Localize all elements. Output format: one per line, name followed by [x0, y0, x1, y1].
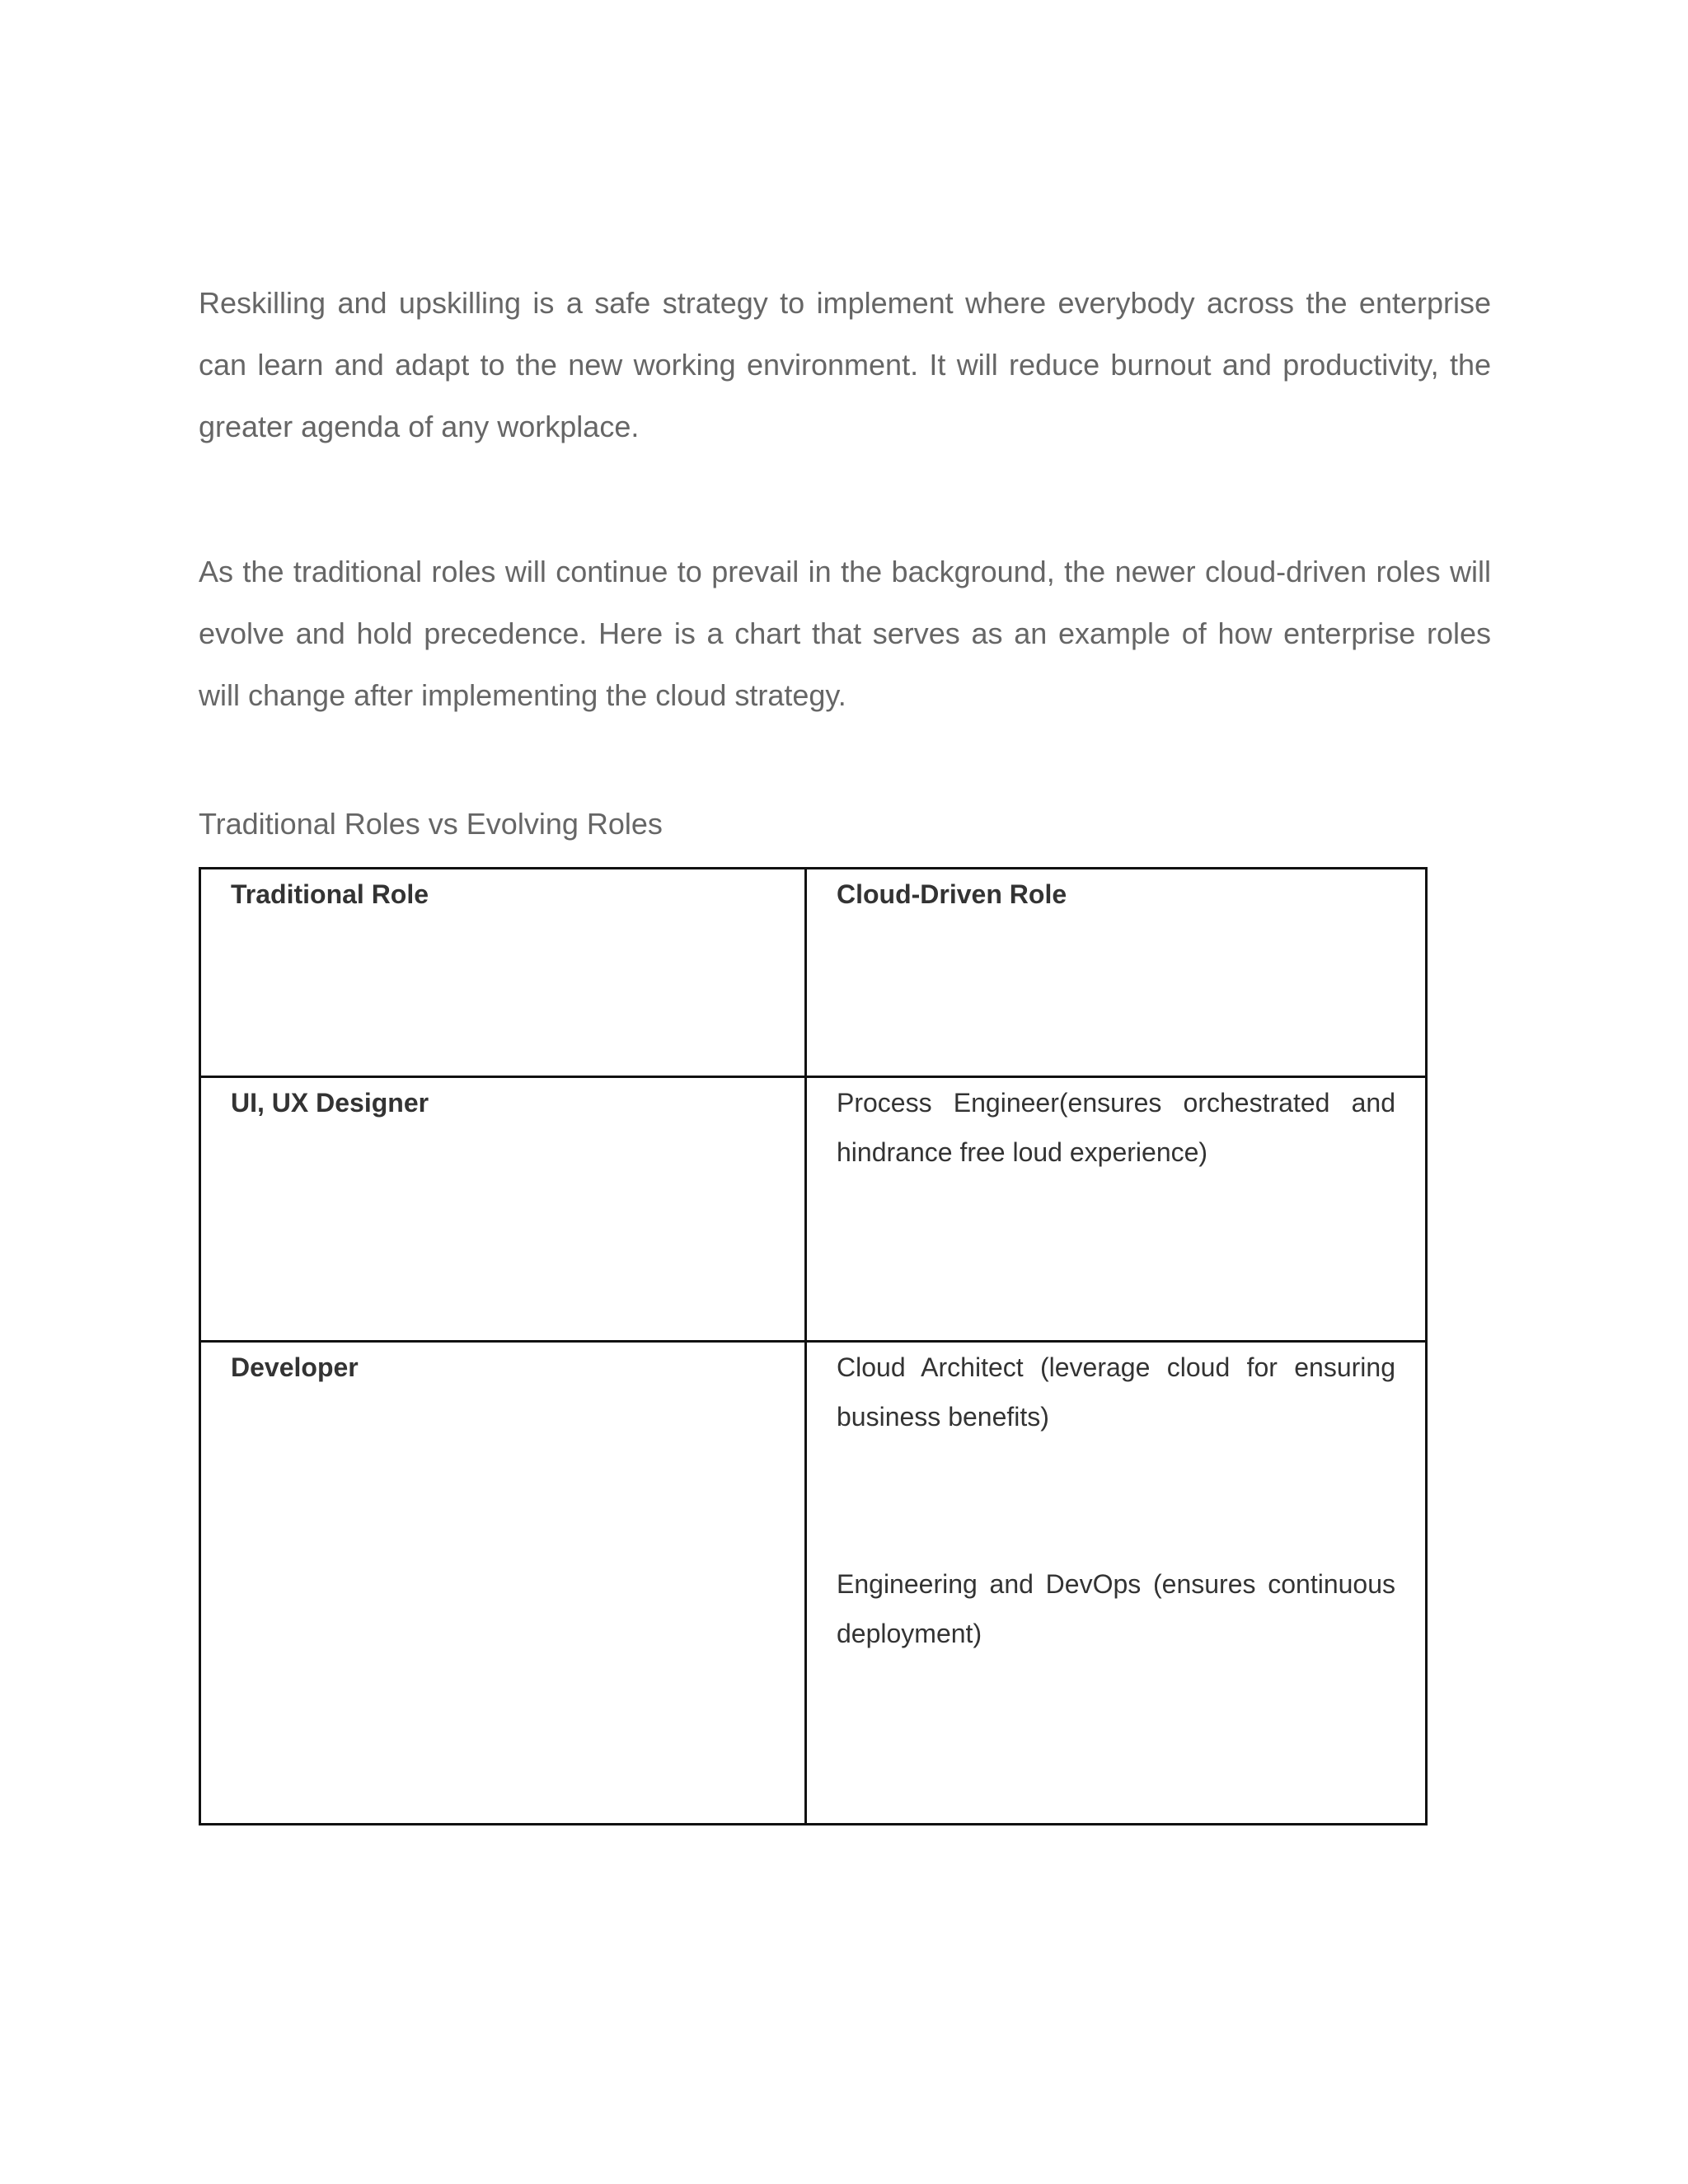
role-process-engineer: Process Engineer(ensures orchestrated and hindrance free loud experience) [837, 1088, 1395, 1167]
document-body [199, 272, 1491, 1825]
table-header-row [200, 869, 1427, 1077]
cell-traditional-ux [200, 1077, 806, 1342]
paragraph-reskilling: Reskilling and upskilling is a safe strategy to implement where everybody across the enterprise can learn and adapt to the new working environment. It will reduce burnout and productivity, the greater agenda of any workplace. [199, 286, 1491, 443]
cell-cloud-developer [806, 1342, 1427, 1825]
table-row [200, 1077, 1427, 1342]
table-row [200, 1342, 1427, 1825]
roles-table [199, 867, 1428, 1825]
role-cloud-architect: Cloud Architect (leverage cloud for ensuring business benefits) [837, 1352, 1395, 1432]
header-cloud-driven-role: Cloud-Driven Role [837, 879, 1067, 909]
header-cell-cloud [806, 869, 1427, 1077]
cell-cloud-ux [806, 1077, 1427, 1342]
header-cell-traditional [200, 869, 806, 1077]
cell-spacer [837, 1441, 1395, 1559]
cell-traditional-developer [200, 1342, 806, 1825]
table-caption: Traditional Roles vs Evolving Roles [199, 807, 663, 841]
role-ux-designer: UI, UX Designer [231, 1088, 429, 1118]
header-traditional-role: Traditional Role [231, 879, 429, 909]
role-developer: Developer [231, 1352, 359, 1382]
role-engineering-devops: Engineering and DevOps (ensures continuous deployment) [837, 1569, 1395, 1648]
paragraph-traditional-roles: As the traditional roles will continue to prevail in the background, the newer cloud-driven roles will evolve and hold precedence. Here is a chart that serves as an example of how enterprise roles will change after implementing the cloud strategy. [199, 555, 1491, 712]
